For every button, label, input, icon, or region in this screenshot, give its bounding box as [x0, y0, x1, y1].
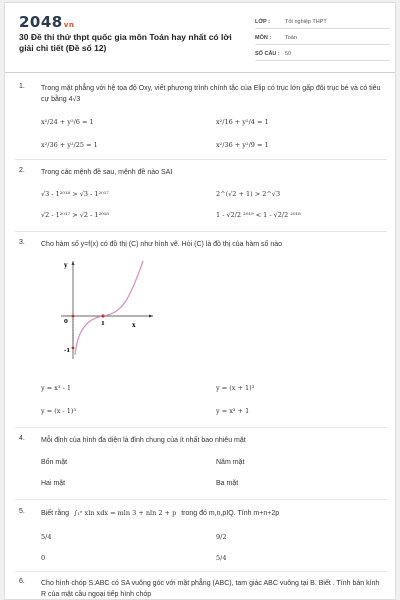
- option-c[interactable]: x²/36 + y²/25 = 1: [41, 141, 98, 149]
- option-a[interactable]: x²/24 + y²/6 = 1: [41, 118, 94, 126]
- option-b[interactable]: y = (x + 1)³: [216, 384, 255, 392]
- x-axis-label: x: [132, 322, 136, 329]
- question-text: [41, 508, 381, 519]
- meta-row-class: [255, 15, 390, 29]
- question-text: Trong các mệnh đề sau, mệnh đề nào SAI: [41, 169, 173, 176]
- site-logo[interactable]: [19, 13, 74, 31]
- x-tick-label: 1: [101, 321, 105, 327]
- exam-meta: [255, 15, 390, 63]
- page-header: [5, 3, 396, 73]
- point-1-0: [101, 314, 104, 317]
- function-graph: [57, 257, 157, 361]
- curve-c: [75, 261, 143, 355]
- question-number: 2.: [19, 167, 25, 174]
- meta-key: MÔN :: [255, 34, 272, 41]
- question-text: Mỗi đỉnh của hình đa diện là đỉnh chung của ít nhất bao nhiêu mặt: [41, 437, 246, 444]
- logo-text: 2048: [19, 13, 63, 31]
- question-number: 3.: [19, 239, 25, 246]
- question-text: Cho hàm số y=f(x) có đồ thị (C) như hình vẽ. Hỏi (C) là đồ thị của hàm số nào: [41, 241, 283, 248]
- question-divider: [15, 231, 387, 232]
- option-d[interactable]: y = x³ + 1: [216, 407, 250, 415]
- x-axis-arrow-icon: [149, 315, 153, 318]
- option-d[interactable]: x²/36 + y²/9 = 1: [216, 141, 269, 149]
- option-a[interactable]: y = x³ - 1: [41, 384, 71, 392]
- y-axis-label: y: [64, 262, 68, 269]
- meta-value: 50: [285, 50, 292, 57]
- option-d[interactable]: 5/4: [216, 554, 227, 562]
- question-text-start: Biết rằng: [41, 510, 70, 517]
- y-axis-arrow-icon: [72, 261, 75, 265]
- y-tick-label: -1: [64, 348, 71, 354]
- question-divider: [15, 499, 387, 500]
- option-b[interactable]: 9/2: [216, 533, 227, 541]
- exam-page: [4, 2, 396, 600]
- option-a[interactable]: √3 - 1²⁰¹⁸ > √3 - 1²⁰¹⁷: [41, 190, 109, 198]
- option-c[interactable]: y = (x - 1)³: [41, 407, 77, 415]
- question-text-end: trong đó m,n,pIQ. Tính m+n+2p: [181, 510, 280, 517]
- option-b[interactable]: x²/16 + y²/4 = 1: [216, 118, 269, 126]
- option-b[interactable]: 2^(√2 + 1) > 2^√3: [216, 190, 281, 198]
- question-number: 6.: [19, 578, 25, 585]
- meta-key: SỐ CÂU :: [255, 50, 280, 57]
- question-text: Trong mặt phẳng với hệ tọa độ Oxy, viết phương trình chính tắc của Elip có trục lớn gấp đôi trục bé và có tiêu cự bằng 4√3: [41, 85, 381, 103]
- option-d[interactable]: Ba mặt: [216, 480, 239, 487]
- meta-key: LỚP :: [255, 18, 270, 25]
- option-a[interactable]: 5/4: [41, 533, 52, 541]
- logo-suffix: vn: [63, 21, 75, 29]
- question-number: 5.: [19, 508, 25, 515]
- option-c[interactable]: Hai mặt: [41, 480, 66, 487]
- integral-formula: ∫₁ᵉ xln xdx = mln 3 + nln 2 + p: [73, 509, 177, 517]
- meta-row-subject: [255, 31, 390, 45]
- meta-value: Toán: [285, 34, 297, 41]
- meta-value: Tốt nghiệp THPT: [285, 18, 327, 25]
- question-number: 4.: [19, 435, 25, 442]
- question-text: Cho hình chóp S.ABC có SA vuông góc với mặt phẳng (ABC), tam giác ABC vuông tại B. Biết . Tính bán kính R của mặt cầu ngoại tiếp hình chóp: [41, 580, 380, 598]
- question-divider: [15, 427, 387, 428]
- document-title: 30 Đề thi thử thpt quốc gia môn Toán hay nhất có lời giải chi tiết (Đề số 12): [19, 32, 232, 53]
- question-divider: [15, 159, 387, 160]
- option-a[interactable]: Bốn mặt: [41, 459, 68, 466]
- option-d[interactable]: 1 - √2/2 ²⁰¹⁹ < 1 - √2/2 ²⁰¹⁸: [216, 211, 301, 219]
- option-c[interactable]: √2 - 1²⁰¹⁷ > √2 - 1²⁰¹⁸: [41, 211, 109, 219]
- option-b[interactable]: Năm mặt: [216, 459, 245, 466]
- question-divider: [15, 571, 387, 572]
- origin-label: 0: [64, 319, 68, 325]
- option-c[interactable]: 0: [41, 554, 46, 562]
- meta-row-count: [255, 47, 390, 61]
- question-number: 1.: [19, 83, 25, 90]
